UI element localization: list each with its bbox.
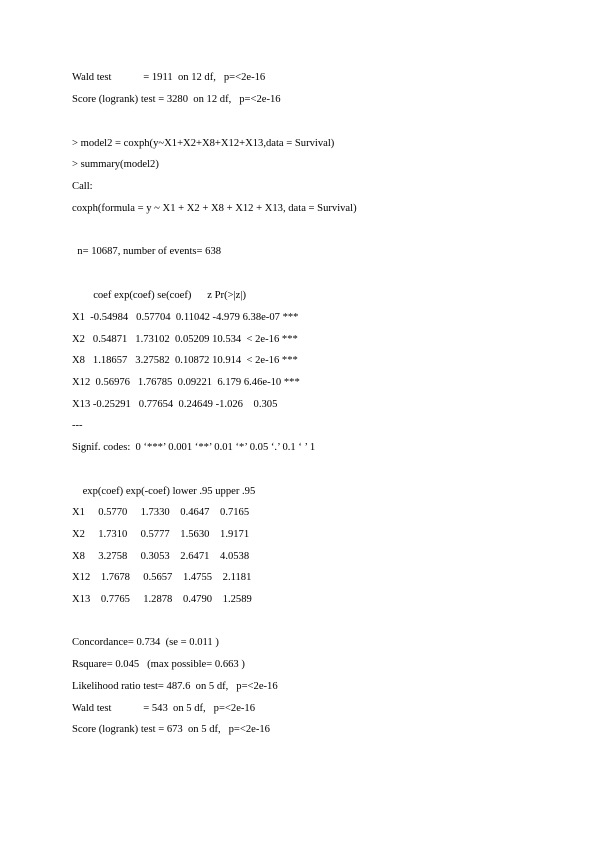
- coef-row-x13: X13 -0.25291 0.77654 0.24649 -1.026 0.305: [72, 399, 278, 410]
- rsquare-line: Rsquare= 0.045 (max possible= 0.663 ): [72, 659, 245, 670]
- exp-table-header: exp(coef) exp(-coef) lower .95 upper .95: [72, 486, 256, 497]
- coef-row-x2: X2 0.54871 1.73102 0.05209 10.534 < 2e-16 ***: [72, 334, 298, 345]
- summary-command: > summary(model2): [72, 159, 159, 170]
- coef-table-header: coef exp(coef) se(coef) z Pr(>|z|): [72, 290, 247, 301]
- concordance-line: Concordance= 0.734 (se = 0.011 ): [72, 637, 219, 648]
- wald-test-line-1: Wald test = 1911 on 12 df, p=<2e-16: [72, 72, 266, 83]
- exp-row-x2: X2 1.7310 0.5777 1.5630 1.9171: [72, 529, 250, 540]
- likelihood-ratio-line: Likelihood ratio test= 487.6 on 5 df, p=<2e-16: [72, 681, 278, 692]
- coef-row-x1: X1 -0.54984 0.57704 0.11042 -4.979 6.38e-07 ***: [72, 312, 299, 323]
- wald-test-line-2: Wald test = 543 on 5 df, p=<2e-16: [72, 703, 256, 714]
- exp-row-x1: X1 0.5770 1.7330 0.4647 0.7165: [72, 507, 250, 518]
- coef-row-x12: X12 0.56976 1.76785 0.09221 6.179 6.46e-10 ***: [72, 377, 300, 388]
- score-test-line-2: Score (logrank) test = 673 on 5 df, p=<2e-16: [72, 724, 270, 735]
- exp-row-x13: X13 0.7765 1.2878 0.4790 1.2589: [72, 594, 252, 605]
- call-label: Call:: [72, 181, 93, 192]
- coef-row-x8: X8 1.18657 3.27582 0.10872 10.914 < 2e-16 ***: [72, 355, 298, 366]
- separator-line: ---: [72, 420, 83, 431]
- score-test-line-1: Score (logrank) test = 3280 on 12 df, p=<2e-16: [72, 94, 281, 105]
- call-formula: coxph(formula = y ~ X1 + X2 + X8 + X12 + X13, data = Survival): [72, 203, 357, 214]
- events-line: n= 10687, number of events= 638: [72, 246, 222, 257]
- exp-row-x8: X8 3.2758 0.3053 2.6471 4.0538: [72, 551, 250, 562]
- model2-command: > model2 = coxph(y~X1+X2+X8+X12+X13,data = Survival): [72, 138, 335, 149]
- signif-codes: Signif. codes: 0 ‘***’ 0.001 ‘**’ 0.01 ‘*’ 0.05 ‘.’ 0.1 ‘ ’ 1: [72, 442, 316, 453]
- exp-row-x12: X12 1.7678 0.5657 1.4755 2.1181: [72, 572, 252, 583]
